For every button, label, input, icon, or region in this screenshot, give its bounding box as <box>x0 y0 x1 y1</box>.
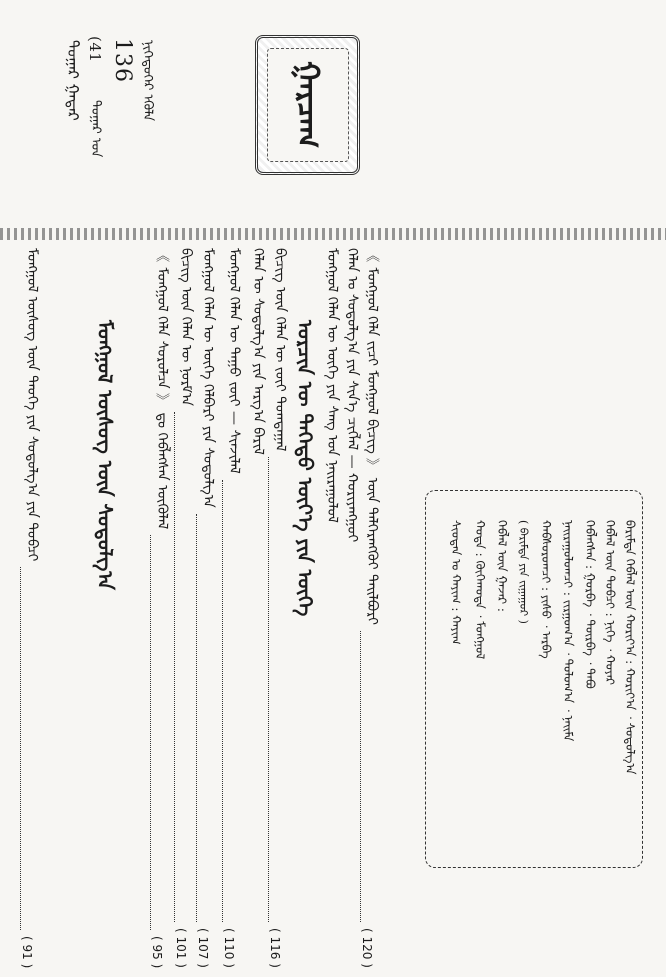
dot-leader <box>20 567 44 929</box>
toc-entry-title: ᠪᠢᠴᠢᠭ ᠦᠨ ᠬᠡᠯᠡᠨ ᠦ ᠵᠦᠢ ᠲᠣᠭᠲᠠᠭᠠᠯ <box>272 248 288 452</box>
page-title: ᠭᠠᠷᠴᠠᠭ <box>290 61 325 149</box>
toc-entry-title: ᠮᠣᠩᠭᠣᠯ ᠬᠡᠯᠡᠨ ᠦ ᠦᠭᠡ ᠬᠡᠯᠪᠡᠷᠢ ᠶᠢᠨ ᠰᠤᠳᠤᠯᠭ᠎ᠠ <box>200 248 216 508</box>
toc-entry-title: 《 ᠮᠣᠩᠭᠣᠯ ᠬᠡᠯᠡ ᠰᠤᠷᠤᠯᠴᠠ 》 ᠳᠤ ᠬᠡᠪᠯᠡᠭᠰᠡᠨ ᠥᠭᠦᠯᠡᠯ <box>154 248 170 530</box>
toc-entry-title: ᠮᠣᠩᠭᠣᠯ ᠦᠰᠦᠭ ᠦᠨ ᠲᠡᠦᠬᠡ ᠶᠢᠨ ᠰᠤᠳᠤᠯᠭ᠎ᠠ ᠶᠢᠨ ᠲᠣᠪᠴᠢ <box>24 248 40 562</box>
toc-entry-title: ᠪᠢᠴᠢᠭ ᠦᠨ ᠬᠡᠯᠡᠨ ᠦ ᠨᠣᠷᠮ᠎ᠠ <box>178 248 194 407</box>
toc-entry-page: ( 91 ) <box>20 935 34 968</box>
issue-mongolian-line: ᠳᠤᠭᠠᠷ ᠤᠨ <box>88 100 103 158</box>
publication-info-line: ᠰᠢᠤᠳᠠᠨ ᠤ ᠬᠠᠶᠢᠭ : ᠬᠠᠶᠢᠭ <box>449 520 463 645</box>
toc-entry <box>174 248 198 968</box>
publication-info-line: ᠬᠣᠲᠠ : ᠬᠥᠬᠡᠬᠣᠲᠠ ᠂ ᠮᠣᠩᠭᠣᠯ <box>473 520 487 660</box>
dot-leader <box>268 457 292 922</box>
toc-entry-page: ( 110 ) <box>222 928 236 968</box>
dot-leader <box>150 535 174 930</box>
toc-entry-page: ( 116 ) <box>268 928 282 968</box>
issue-number: (41 <box>86 36 104 63</box>
toc-entry <box>246 248 270 968</box>
decorative-divider <box>0 228 666 240</box>
publication-info-line: ᠬᠠᠪᠰᠤᠷᠤᠭᠴᠢ : ᠶᠢᠰᠦ ᠂ ᠠᠷᠪᠠ <box>539 520 553 659</box>
toc-entry-title: ᠮᠣᠩᠭᠣᠯ ᠬᠡᠯᠡᠨ ᠦ ᠳᠠᠭᠤ ᠵᠦᠢ — ᠰᠢᠨᠵᠢᠯᠡᠯ <box>226 248 242 474</box>
issue-pages: 136 <box>110 38 135 83</box>
publication-info-line: ᠬᠡᠪᠯᠡᠯ ᠦᠨ ᠲᠣᠪᠴᠢ : ᠨᠢᠭᠡ ᠂ ᠬᠣᠶᠠᠷ <box>603 520 617 686</box>
toc-entry-page: ( 95 ) <box>150 935 164 968</box>
toc-entry-page: ( 120 ) <box>360 928 374 968</box>
toc-entry-page: ( 101 ) <box>174 928 188 968</box>
publication-info-line: ᠨᠠᠢᠷᠠᠭᠤᠯᠤᠭᠴᠢ : ᠵᠢᠷᠭᠤᠭ᠎ᠠ ᠂ ᠳᠣᠯᠣᠭ᠎ᠠ ᠂ ᠨᠠᠢᠮᠠ <box>561 520 575 742</box>
toc-entry <box>196 248 220 968</box>
issue-mongolian-line: ᠨᠢᠭᠡᠳᠦᠭᠡᠷ ᠡᠭᠦᠯᠡ <box>140 40 155 122</box>
toc-entry-page: ( 107 ) <box>196 928 210 968</box>
toc-entry <box>320 248 344 968</box>
publication-info-line: ᠬᠡᠪᠯᠡᠭᠰᠡᠨ : ᠭᠣᠷᠪᠠ ᠂ ᠳᠥᠷᠪᠡ ᠂ ᠲᠠᠪᠤ <box>583 520 597 689</box>
toc-entry <box>150 248 174 968</box>
title-inner-frame <box>267 48 349 162</box>
dot-leader <box>222 480 246 922</box>
toc-entry-title: 《 ᠮᠣᠩᠭᠣᠯ ᠬᠡᠯᠡ ᠵᠢᠴᠢ ᠮᠣᠩᠭᠣᠯ ᠪᠢᠴᠢᠭ 》 ᠦᠨ ᠳᠡᠯᠭᠡᠷᠡᠩᠭᠦᠢ ᠲᠠᠢᠯᠪᠤᠷᠢ <box>364 248 380 626</box>
title-frame <box>255 35 360 175</box>
toc-entry-title: ᠮᠣᠩᠭᠣᠯ ᠬᠡᠯᠡᠨ ᠦ ᠦᠭᠡ ᠶᠢᠨ ᠰᠠᠩ ᠤᠨ ᠨᠠᠢᠷᠠᠭᠤᠯᠤᠯ <box>324 248 340 523</box>
section-header: ᠮᠣᠩᠭᠣᠯ ᠦᠰᠦᠭ ᠦᠨ ᠰᠤᠳᠤᠯᠭ᠎ᠠ <box>93 320 117 590</box>
publication-info-line: ᠪᠠᠷᠢᠮᠲᠠ ᠬᠡᠪᠯᠡᠯ ᠦᠨ ᠬᠣᠷᠢᠶ᠎ᠠ : ᠬᠣᠷᠢᠶ᠎ᠠ ᠂ ᠰᠤᠳᠤᠯᠭ᠎ᠠ <box>623 520 637 775</box>
toc-entry-title: ᠬᠡᠯᠡᠨ ᠦ ᠰᠤᠳᠤᠯᠭ᠎ᠠ ᠶᠢᠨ ᠠᠷᠭ᠎ᠠ ᠪᠠᠷᠢᠯ <box>250 248 266 455</box>
dot-leader <box>174 412 198 922</box>
toc-entry <box>222 248 246 968</box>
publication-info-line: ᠬᠡᠪᠯᠡᠯ ᠦᠨ ᠭᠠᠵᠠᠷ : <box>495 520 509 612</box>
publication-info-line: ( ᠪᠠᠷᠢᠮᠲᠠ ᠶᠢᠨ ᠵᠢᠭᠠᠭᠤᠷ ) <box>517 520 530 624</box>
toc-entry <box>20 248 44 968</box>
issue-mongolian-line: ᠳᠤᠭᠠᠷ ᠭᠠᠳᠠᠷ <box>64 40 82 121</box>
section-header: ᠣᠷᠴᠢᠨ ᠦ ᠳᠡᠭᠡᠳᠦ ᠦᠶ᠎ᠡ ᠶᠢᠨ ᠦᠭᠡ <box>293 320 317 617</box>
dot-leader <box>196 514 220 922</box>
toc-entry-title: ᠬᠡᠯᠡᠨ ᠤ ᠰᠤᠳᠤᠯᠭ᠎ᠠ ᠶᠢᠨ ᠰᠢᠨ᠎ᠡ ᠴᠢᠭᠯᠡᠯ — ᠬᠤᠷᠢᠶᠠᠩᠭᠤᠢ <box>344 248 360 543</box>
toc-entry <box>268 248 292 968</box>
